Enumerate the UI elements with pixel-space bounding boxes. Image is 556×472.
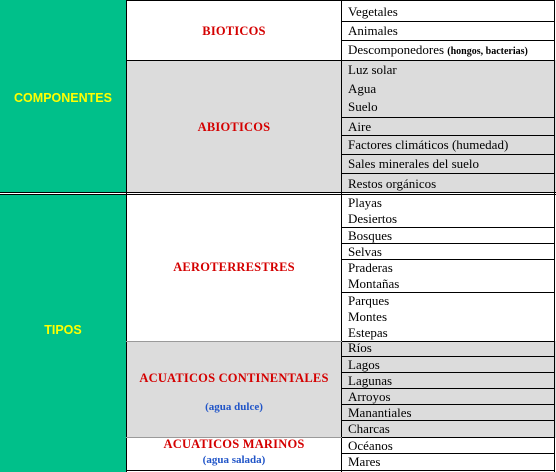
list-item: Animales — [348, 23, 398, 38]
list-item: Selvas — [348, 244, 382, 259]
subcategory-bioticos: BIOTICOS — [202, 24, 266, 38]
item-divider — [342, 135, 555, 136]
item-divider — [342, 117, 555, 118]
list-item: Vegetales — [348, 4, 398, 19]
list-item: Arroyos — [348, 389, 391, 404]
list-item: Suelo — [348, 99, 378, 114]
note-agua-dulce: (agua dulce) — [205, 401, 263, 413]
list-item: Luz solar — [348, 62, 397, 77]
subcategory-acuaticos-marinos: ACUATICOS MARINOS — [163, 437, 305, 451]
list-item-label: Descomponedores — [348, 42, 445, 57]
list-item: Lagos — [348, 357, 380, 372]
list-item: Bosques — [348, 228, 393, 243]
item-divider — [342, 40, 555, 41]
list-item: Playas — [348, 195, 382, 210]
list-item: Mares — [348, 454, 381, 469]
item-divider — [342, 173, 555, 174]
top-border — [126, 0, 555, 1]
subcategory-abioticos: ABIOTICOS — [197, 120, 271, 134]
list-item: Montes — [348, 309, 387, 324]
list-item: Aire — [348, 119, 372, 134]
section-divider — [0, 194, 556, 195]
list-item: Manantiales — [348, 405, 412, 420]
list-item: Factores climáticos (humedad) — [348, 137, 509, 152]
item-divider — [342, 154, 555, 155]
list-item: Lagunas — [348, 373, 393, 388]
row-divider — [342, 341, 555, 342]
bottom-border — [126, 470, 555, 471]
list-item: Océanos — [348, 438, 393, 453]
note-agua-salada: (agua salada) — [202, 454, 266, 466]
list-item: Estepas — [348, 325, 388, 340]
subcategory-acuaticos-continentales: ACUATICOS CONTINENTALES — [139, 371, 329, 385]
list-item: Ríos — [348, 340, 372, 355]
category-componentes: COMPONENTES — [14, 91, 112, 105]
acuaticos-continentales-cell — [126, 341, 342, 438]
list-item — [348, 42, 528, 58]
list-item: Desiertos — [348, 211, 398, 226]
list-item: Charcas — [348, 421, 390, 436]
subcategory-aeroterrestres: AEROTERRESTRES — [173, 260, 295, 274]
category-tipos: TIPOS — [44, 323, 82, 337]
section-divider — [0, 192, 556, 193]
item-divider — [342, 21, 555, 22]
list-item: Sales minerales del suelo — [348, 156, 480, 171]
list-item-note: (hongos, bacterias) — [447, 46, 528, 57]
right-border — [554, 0, 555, 472]
list-item: Montañas — [348, 276, 400, 291]
row-divider — [126, 341, 342, 342]
list-item: Agua — [348, 81, 377, 96]
row-divider — [126, 60, 555, 61]
list-item: Parques — [348, 293, 390, 308]
list-item: Restos orgánicos — [348, 176, 437, 191]
list-item: Praderas — [348, 260, 393, 275]
